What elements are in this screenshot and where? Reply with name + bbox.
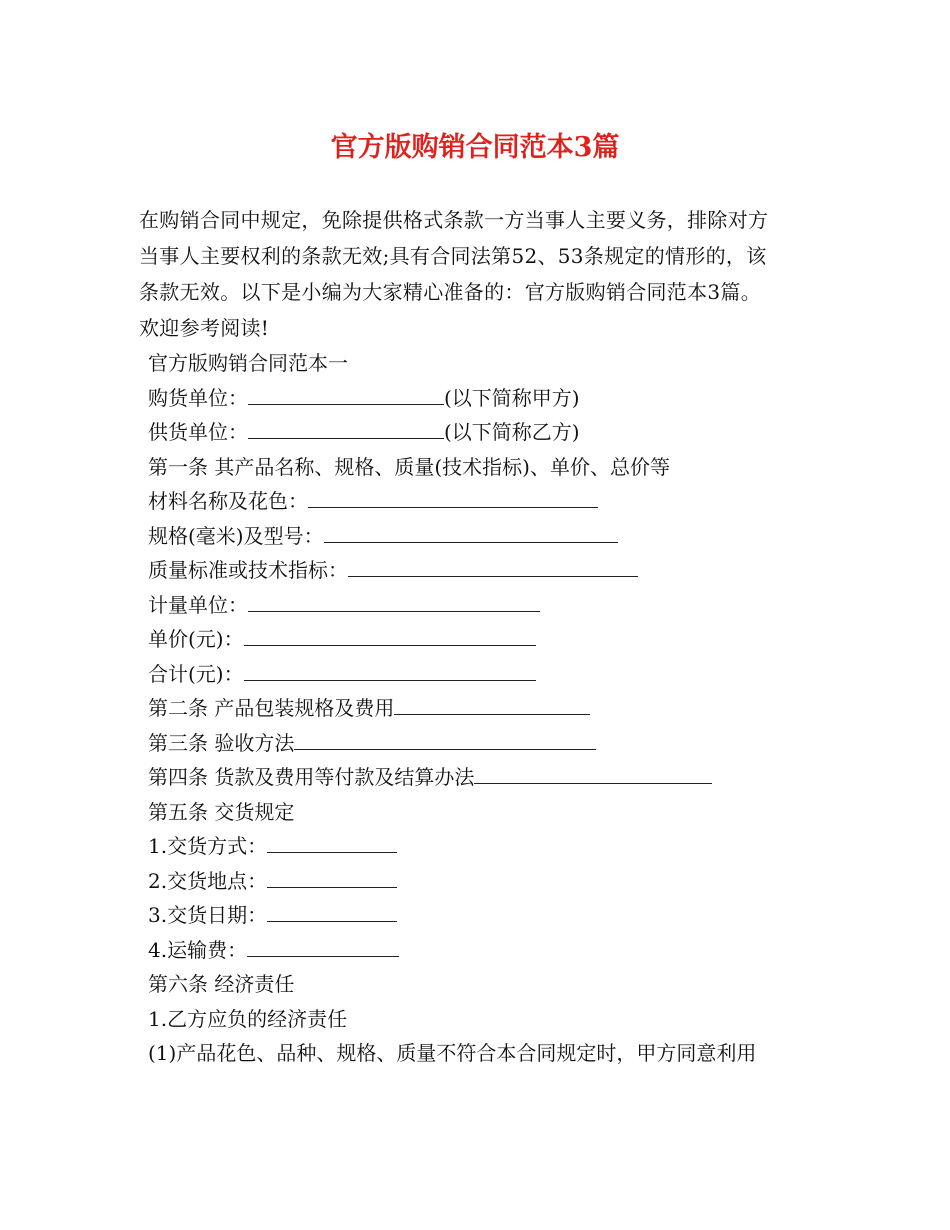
delivery-place-blank	[267, 866, 397, 888]
quality-standard-label: 质量标准或技术指标：	[148, 558, 348, 582]
contract-body	[148, 346, 828, 1071]
intro-paragraph	[139, 202, 819, 346]
spec-model-label: 规格(毫米)及型号：	[148, 523, 324, 548]
spec-model-blank	[324, 521, 618, 543]
article-2-blank	[394, 693, 590, 715]
unit-price-label: 单价(元)：	[148, 627, 244, 651]
measure-unit-label: 计量单位：	[148, 592, 248, 617]
article-5: 第五条 交货规定	[148, 799, 295, 824]
total-blank	[244, 659, 536, 681]
freight-blank	[247, 935, 399, 957]
article-4: 第四条 货款及费用等付款及结算办法	[148, 765, 475, 789]
material-name-label: 材料名称及花色：	[148, 489, 308, 513]
seller-line	[148, 415, 828, 450]
delivery-method-line	[148, 829, 828, 864]
material-name-blank	[308, 486, 598, 508]
article-1: 第一条 其产品名称、规格、质量(技术指标)、单价、总价等	[148, 454, 670, 479]
article-3: 第三条 验收方法	[148, 730, 295, 755]
article-2: 第二条 产品包装规格及费用	[148, 696, 395, 720]
intro-line: 欢迎参考阅读!	[139, 316, 270, 340]
unit-price-line	[148, 622, 828, 657]
delivery-date-blank	[267, 900, 397, 922]
article-3-line	[148, 726, 828, 761]
intro-line: 当事人主要权利的条款无效;具有合同法第52、53条规定的情形的，该	[139, 244, 767, 268]
freight-line	[148, 933, 828, 968]
freight-label: 4.运输费：	[148, 937, 248, 962]
page-title: 官方版购销合同范本3篇	[330, 132, 620, 163]
total-line	[148, 657, 828, 692]
total-label: 合计(元)：	[148, 661, 244, 686]
quality-standard-blank	[348, 555, 638, 577]
material-name-line	[148, 484, 828, 519]
delivery-method-label: 1.交货方式：	[148, 834, 268, 858]
seller-suffix: (以下简称乙方)	[444, 420, 580, 444]
delivery-method-blank	[267, 831, 397, 853]
delivery-place-label: 2.交货地点：	[148, 868, 268, 893]
measure-unit-blank	[248, 590, 540, 612]
article-3-blank	[294, 728, 596, 750]
section-heading: 官方版购销合同范本一	[148, 351, 348, 375]
clause-1: (1)产品花色、品种、规格、质量不符合本合同规定时，甲方同意利用	[148, 1041, 757, 1065]
quality-standard-line	[148, 553, 828, 588]
article-4-line	[148, 760, 828, 795]
intro-line: 在购销合同中规定，免除提供格式条款一方当事人主要义务，排除对方	[139, 208, 769, 232]
buyer-label: 购货单位：	[148, 385, 248, 410]
seller-label: 供货单位：	[148, 420, 248, 444]
delivery-date-line	[148, 898, 828, 933]
article-4-blank	[474, 762, 712, 784]
article-6: 第六条 经济责任	[148, 972, 295, 996]
buyer-blank	[248, 383, 444, 405]
delivery-place-line	[148, 864, 828, 899]
buyer-line	[148, 381, 828, 416]
spec-model-line	[148, 519, 828, 554]
delivery-date-label: 3.交货日期：	[148, 903, 268, 927]
article-2-line	[148, 691, 828, 726]
intro-line: 条款无效。以下是小编为大家精心准备的：官方版购销合同范本3篇。	[139, 280, 762, 304]
seller-blank	[248, 417, 444, 439]
party-b-liability: 1.乙方应负的经济责任	[148, 1006, 348, 1031]
unit-price-blank	[244, 624, 536, 646]
buyer-suffix: (以下简称甲方)	[444, 385, 580, 410]
measure-unit-line	[148, 588, 828, 623]
